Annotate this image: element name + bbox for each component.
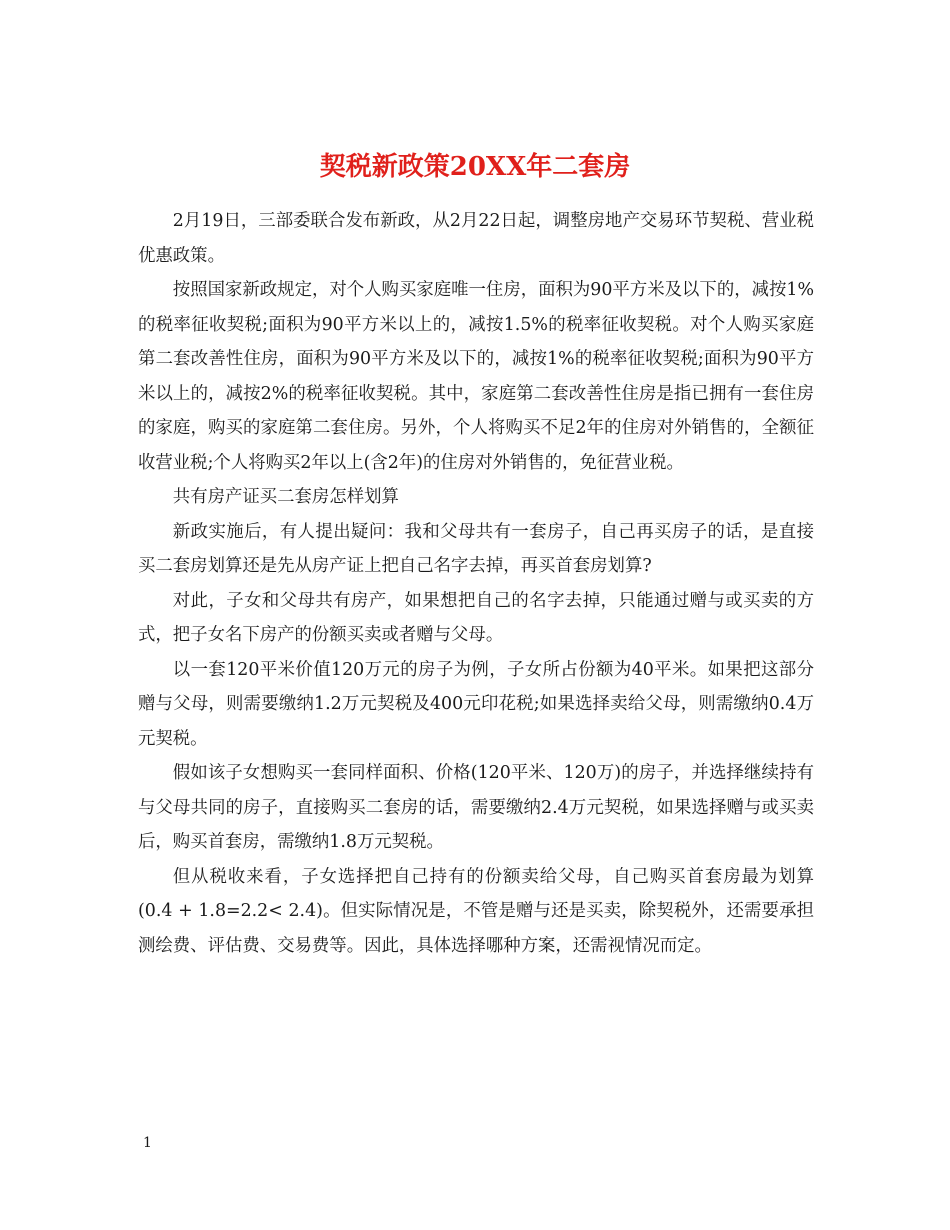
- paragraph: 假如该子女想购买一套同样面积、价格(120平米、120万)的房子，并选择继续持有与父母共同的房子，直接购买二套房的话，需要缴纳2.4万元契税，如果选择赠与或买卖后，购买首套房，需缴纳1.8万元契税。: [138, 763, 814, 852]
- page-number: 1: [143, 1135, 152, 1151]
- paragraph: 以一套120平米价值120万元的房子为例，子女所占份额为40平米。如果把这部分赠与父母，则需要缴纳1.2万元契税及400元印花税;如果选择卖给父母，则需缴纳0.4万元契税。: [138, 659, 814, 749]
- document-title: 契税新政策20XX年二套房: [319, 152, 631, 183]
- paragraph: 按照国家新政规定，对个人购买家庭唯一住房，面积为90平方米及以下的，减按1%的税率征收契税;面积为90平方米以上的，减按1.5%的税率征收契税。对个人购买家庭第二套改善性住房，面积为90平方米及以下的，减按1%的税率征收契税;面积为90平方米以上的，减按2%的税率征收契税。其中，家庭第二套改善性住房是指已拥有一套住房的家庭，购买的家庭第二套住房。另外，个人将购买不足2年的住房对外销售的，全额征收营业税;个人将购买2年以上(含2年)的住房对外销售的，免征营业税。: [138, 280, 814, 473]
- paragraph: 2月19日，三部委联合发布新政，从2月22日起，调整房地产交易环节契税、营业税优惠政策。: [138, 211, 814, 266]
- paragraph: 对此，子女和父母共有房产，如果想把自己的名字去掉，只能通过赠与或买卖的方式，把子女名下房产的份额买卖或者赠与父母。: [138, 590, 814, 645]
- paragraph: 但从税收来看，子女选择把自己持有的份额卖给父母，自己购买首套房最为划算(0.4 + 1.8=2.2< 2.4)。但实际情况是，不管是赠与还是买卖，除契税外，还需要承担测绘费、评估费、交易费等。因此，具体选择哪种方案，还需视情况而定。: [138, 866, 814, 956]
- section-heading: 共有房产证买二套房怎样划算: [172, 487, 399, 507]
- paragraph: 新政实施后，有人提出疑问：我和父母共有一套房子，自己再买房子的话，是直接买二套房划算还是先从房产证上把自己名字去掉，再买首套房划算?: [138, 521, 814, 576]
- document-body: [138, 204, 814, 963]
